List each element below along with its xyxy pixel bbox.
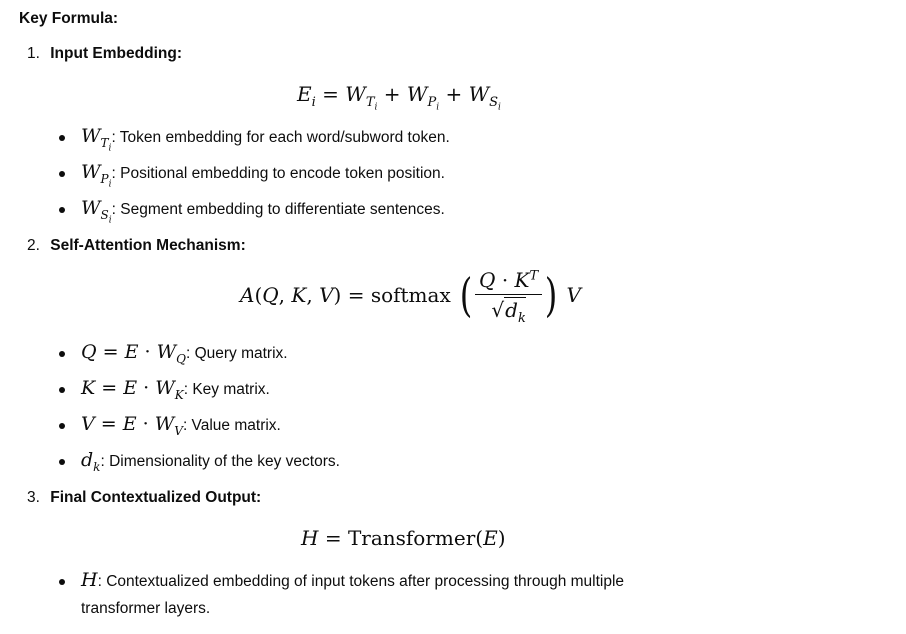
- section-3-title: [27, 489, 261, 507]
- list-item-text: : Positional embedding to encode token position.: [111, 165, 445, 182]
- list-item-text: : Query matrix.: [185, 345, 288, 362]
- bullet-dot: [59, 423, 65, 429]
- formula-self-attention: A(Q, K, V) = softmax ( $\frac{Q \cdot K^T}{√d_k}$ ) V: [240, 268, 581, 326]
- list-item-positional-embedding: $W_{P_i}$: Positional embedding to encode token position.: [81, 161, 445, 190]
- page-heading: Key Formula:: [19, 10, 119, 27]
- list-item-query-matrix: $Q = E \cdot W_Q$: Query matrix.: [81, 341, 288, 366]
- list-item-text: : Token embedding for each word/subword token.: [111, 129, 450, 146]
- list-item-text: : Dimensionality of the key vectors.: [100, 453, 340, 470]
- list-item-value-matrix: $V = E \cdot W_V$: Value matrix.: [81, 413, 281, 438]
- formula-input-embedding: $E_i = W_{T_i} + W_{P_i} + W_{S_i}$: [297, 82, 501, 113]
- section-2-label: Self-Attention Mechanism:: [50, 237, 246, 254]
- bullet-dot: [59, 579, 65, 585]
- list-item-text: : Value matrix.: [182, 417, 281, 434]
- bullet-dot: [59, 459, 65, 465]
- list-item-contextualized-embedding: H: Contextualized embedding of input tokens after processing through multiple: [81, 569, 625, 591]
- list-item-text: : Contextualized embedding of input tokens after processing through multiple: [97, 573, 625, 590]
- section-1-label: Input Embedding:: [50, 45, 182, 62]
- list-item-text-continued: transformer layers.: [81, 600, 211, 617]
- list-item-key-matrix: $K = E \cdot W_K$: Key matrix.: [81, 377, 270, 402]
- bullet-dot: [59, 387, 65, 393]
- section-3-label: Final Contextualized Output:: [50, 489, 262, 506]
- section-2-number: 2.: [27, 237, 40, 254]
- section-1-number: 1.: [27, 45, 40, 62]
- list-item-key-dimensionality: $d_k$: Dimensionality of the key vectors.: [81, 449, 340, 474]
- list-item-text: : Key matrix.: [183, 381, 270, 398]
- section-1-title: [27, 45, 182, 63]
- list-item-segment-embedding: $W_{S_i}$: Segment embedding to differentiate sentences.: [81, 197, 445, 226]
- bullet-dot: [59, 135, 65, 141]
- bullet-dot: [59, 351, 65, 357]
- bullet-dot: [59, 171, 65, 177]
- formula-final-output: H = Transformer(E): [301, 526, 506, 550]
- section-3-number: 3.: [27, 489, 40, 506]
- bullet-dot: [59, 207, 65, 213]
- list-item-text: : Segment embedding to differentiate sentences.: [111, 201, 445, 218]
- section-2-title: [27, 237, 246, 255]
- list-item-token-embedding: $W_{T_i}$: Token embedding for each word/subword token.: [81, 125, 450, 154]
